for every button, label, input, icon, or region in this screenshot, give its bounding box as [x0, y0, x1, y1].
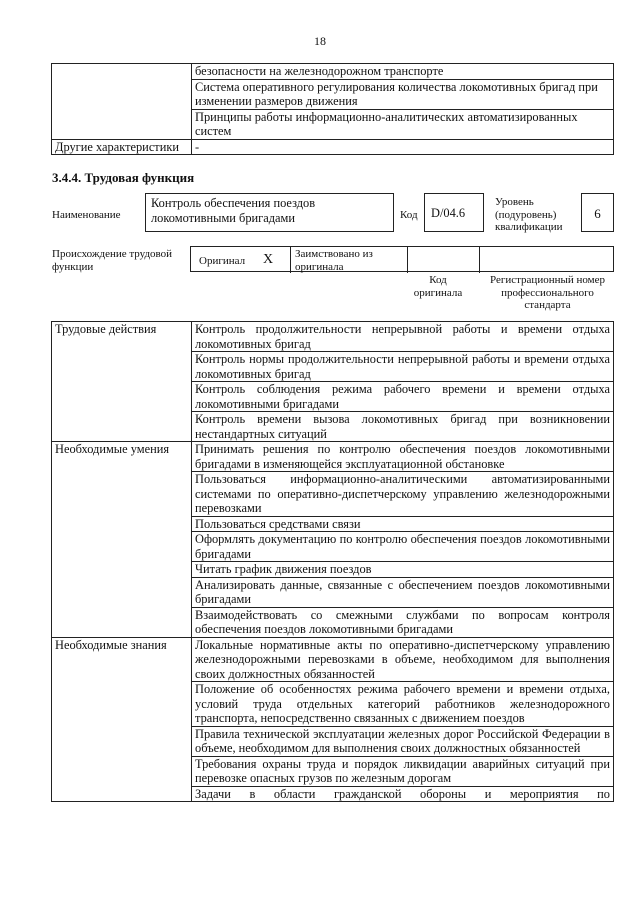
code-original-caption: Код оригинала — [413, 274, 463, 299]
level-label: Уровень (подуровень) квалификации — [495, 196, 563, 233]
table-cell: Правила технической эксплуатации железных дорог Российской Федерации в объеме, необходимом для выполнения своих должностных обязанностей — [192, 726, 614, 756]
section-heading: 3.4.4. Трудовая функция — [52, 170, 195, 185]
table-cell: Положение об особенностях режима рабочего времени и времени отдыха, условий труда отдельных категорий работников железнодорожного транспорта, непосредственно связанных с движением поездов — [192, 682, 614, 727]
divider — [290, 247, 291, 273]
table-cell: Анализировать данные, связанные с обеспечением поездов локомотивными бригадами — [192, 577, 614, 607]
table-row — [52, 637, 614, 682]
table-row — [52, 442, 614, 472]
table-cell: Контроль времени вызова локомотивных бригад при возникновении нестандартных ситуаций — [192, 412, 614, 442]
table-cell: Контроль продолжительности непрерывной работы и времени отдыха локомотивных бригад — [192, 322, 614, 352]
table-cell: Принципы работы информационно-аналитических автоматизированных систем — [192, 109, 614, 139]
table-cell: Принимать решения по контролю обеспечения поездов локомотивными бригадами в изменяющейся эксплуатационной обстановке — [192, 442, 614, 472]
divider — [407, 247, 408, 273]
section-title: Трудовые действия — [52, 322, 192, 442]
table-cell: Задачи в области гражданской обороны и мероприятия по — [192, 786, 614, 802]
registration-number-caption: Регистрационный номер профессионального стандарта — [489, 274, 606, 311]
function-details-table — [51, 321, 614, 802]
table-cell: - — [192, 139, 614, 155]
section-title: Необходимые знания — [52, 637, 192, 802]
table-cell: Пользоваться информационно-аналитическими автоматизированными системами по оперативно-диспетчерскому управлению железнодорожными перевозками — [192, 472, 614, 517]
section-title: Необходимые умения — [52, 442, 192, 638]
original-label: Оригинал — [199, 255, 246, 267]
original-mark: X — [263, 252, 274, 267]
table-cell: Оформлять документацию по контролю обеспечения поездов локомотивными бригадами — [192, 532, 614, 562]
function-code-box: D/04.6 — [424, 193, 484, 232]
table-row — [52, 64, 614, 80]
table-row — [52, 139, 614, 155]
table-cell: Требования охраны труда и порядок ликвидации аварийных ситуаций при перевозке опасных грузов по железным дорогам — [192, 756, 614, 786]
table-cell: Взаимодействовать со смежными службами по вопросам контроля обеспечения поездов локомотивными бригадами — [192, 607, 614, 637]
origin-box — [190, 246, 614, 272]
table-cell: Пользоваться средствами связи — [192, 516, 614, 532]
table-cell: Система оперативного регулирования количества локомотивных бригад при изменении размеров движения — [192, 79, 614, 109]
table-cell: Контроль соблюдения режима рабочего времени и времени отдыха локомотивными бригадами — [192, 382, 614, 412]
divider — [479, 247, 480, 273]
name-label: Наименование — [52, 209, 121, 221]
table-cell-label: Другие характеристики — [52, 139, 192, 155]
borrowed-label: Заимствовано из оригинала — [295, 248, 373, 273]
qualification-level-box: 6 — [581, 193, 614, 232]
table-cell-label — [52, 64, 192, 140]
continuation-table — [51, 63, 614, 155]
code-label: Код — [400, 209, 418, 221]
table-cell: Локальные нормативные акты по оперативно-диспетчерскому управлению железнодорожными перевозками в объеме, необходимом для выполнения своих должностных обязанностей — [192, 637, 614, 682]
origin-label: Происхождение трудовой функции — [52, 248, 173, 273]
table-cell: безопасности на железнодорожном транспорте — [192, 64, 614, 80]
table-cell: Контроль нормы продолжительности непрерывной работы и времени отдыха локомотивных бригад — [192, 352, 614, 382]
table-row — [52, 322, 614, 352]
table-cell: Читать график движения поездов — [192, 562, 614, 578]
page-number: 18 — [314, 34, 326, 48]
function-name-box: Контроль обеспечения поездов локомотивными бригадами — [145, 193, 394, 232]
